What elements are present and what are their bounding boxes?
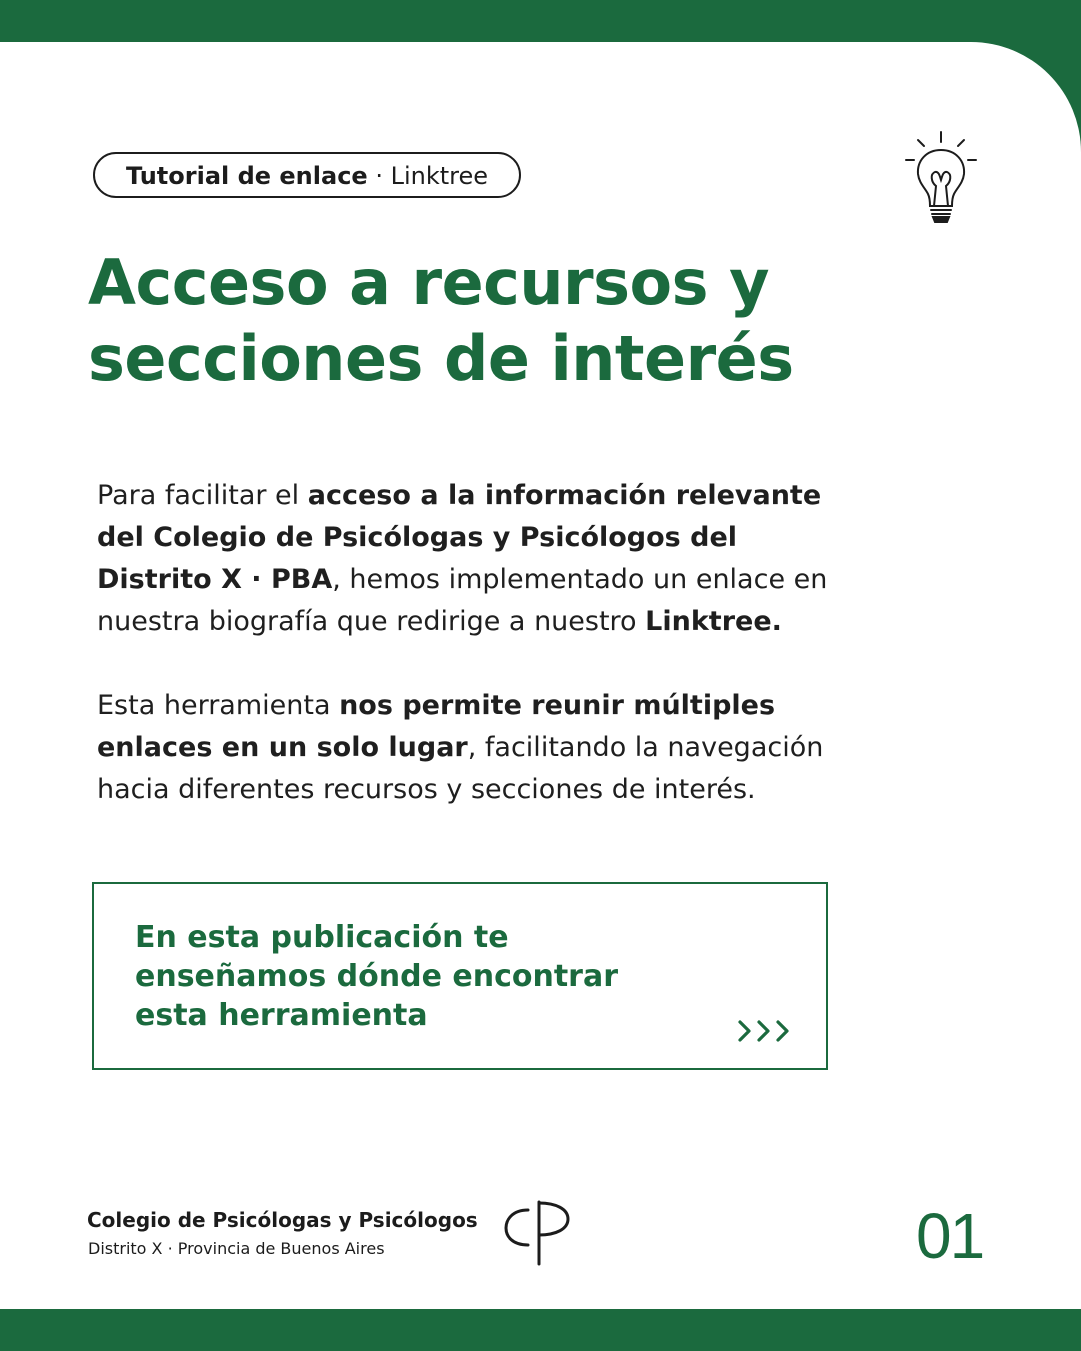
intro-text: nuestra biografía que redirige a nuestro (97, 606, 646, 637)
detail-line-2 (97, 727, 823, 769)
intro-paragraph (97, 475, 827, 643)
pill-subtitle: Linktree (390, 162, 489, 190)
intro-period: . (771, 606, 782, 637)
topic-pill (93, 152, 521, 198)
triple-chevron-right-icon (736, 1018, 796, 1044)
content-card (0, 42, 1081, 1309)
callout-box (92, 882, 828, 1070)
detail-text: hacia diferentes recursos y secciones de interés. (97, 774, 756, 805)
psi-logo-icon (500, 1198, 572, 1266)
intro-emphasis: del Colegio de Psicólogas y Psicólogos del (97, 522, 738, 553)
callout-line-1: En esta publicación te (135, 920, 509, 955)
callout-line-3: esta herramienta (135, 998, 428, 1033)
detail-line-1 (97, 685, 823, 727)
intro-emphasis: Distrito X · PBA (97, 564, 333, 595)
detail-text: , facilitando la navegación (467, 732, 824, 763)
page-title (88, 245, 794, 397)
org-subtitle: Distrito X · Provincia de Buenos Aires (88, 1239, 385, 1258)
title-line-2: secciones de interés (88, 322, 794, 395)
pill-separator: · (367, 162, 391, 190)
detail-line-3 (97, 769, 823, 811)
callout-text (135, 918, 618, 1035)
intro-line-1 (97, 475, 827, 517)
detail-paragraph (97, 685, 823, 811)
callout-line-2: enseñamos dónde encontrar (135, 959, 619, 994)
detail-emphasis: enlaces en un solo lugar (97, 732, 468, 763)
intro-line-4 (97, 601, 827, 643)
top-band (0, 0, 1081, 42)
intro-line-3 (97, 559, 827, 601)
page-number: 01 (916, 1200, 984, 1272)
detail-text: Esta herramienta (97, 690, 340, 721)
title-line-1: Acceso a recursos y (88, 246, 770, 319)
intro-emphasis: acceso a la información relevante (307, 480, 822, 511)
pill-title: Tutorial de enlace (125, 162, 368, 190)
org-name: Colegio de Psicólogas y Psicólogos (87, 1208, 478, 1232)
intro-emphasis: Linktree (645, 606, 772, 637)
lightbulb-icon (900, 130, 982, 226)
intro-text: Para facilitar el (97, 480, 308, 511)
bottom-band (0, 1309, 1081, 1351)
intro-text: , hemos implementado un enlace en (332, 564, 828, 595)
detail-emphasis: nos permite reunir múltiples (339, 690, 776, 721)
intro-line-2 (97, 517, 827, 559)
